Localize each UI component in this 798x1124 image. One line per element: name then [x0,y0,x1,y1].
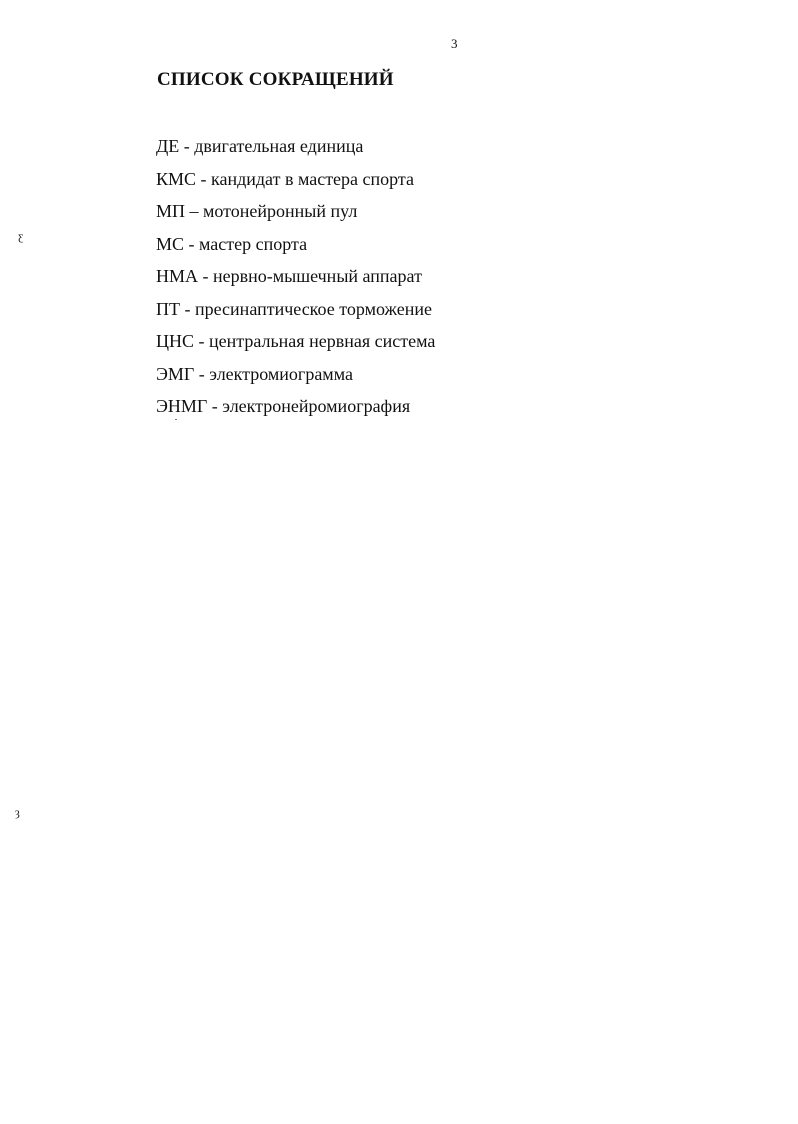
abbreviation-item: НМА - нервно-мышечный аппарат [156,266,422,286]
abbreviation-item: ПТ - пресинаптическое торможение [156,298,432,319]
scan-artifact-mark: ƹ [18,229,24,243]
abbreviation-list [156,130,435,423]
scan-artifact-mark: ȝ [15,805,20,819]
abbreviation-item: ЦНС - центральная нервная система [156,331,436,351]
abbreviation-item: МС - мастер спорта [156,233,308,254]
abbreviation-item: ДЕ - двигательная единица [156,136,364,156]
abbreviation-item: КМС - кандидат в мастера спорта [156,168,414,189]
abbreviation-item: ЭНМГ - электронейромиография [156,396,411,416]
abbreviation-item: МП – мотонейронный пул [156,201,358,221]
scan-artifact-dot [175,419,177,420]
page-number: 3 [451,36,458,51]
page-title: СПИСОК СОКРАЩЕНИЙ [157,69,394,90]
abbreviation-item: ЭМГ - электромиограмма [156,363,353,384]
